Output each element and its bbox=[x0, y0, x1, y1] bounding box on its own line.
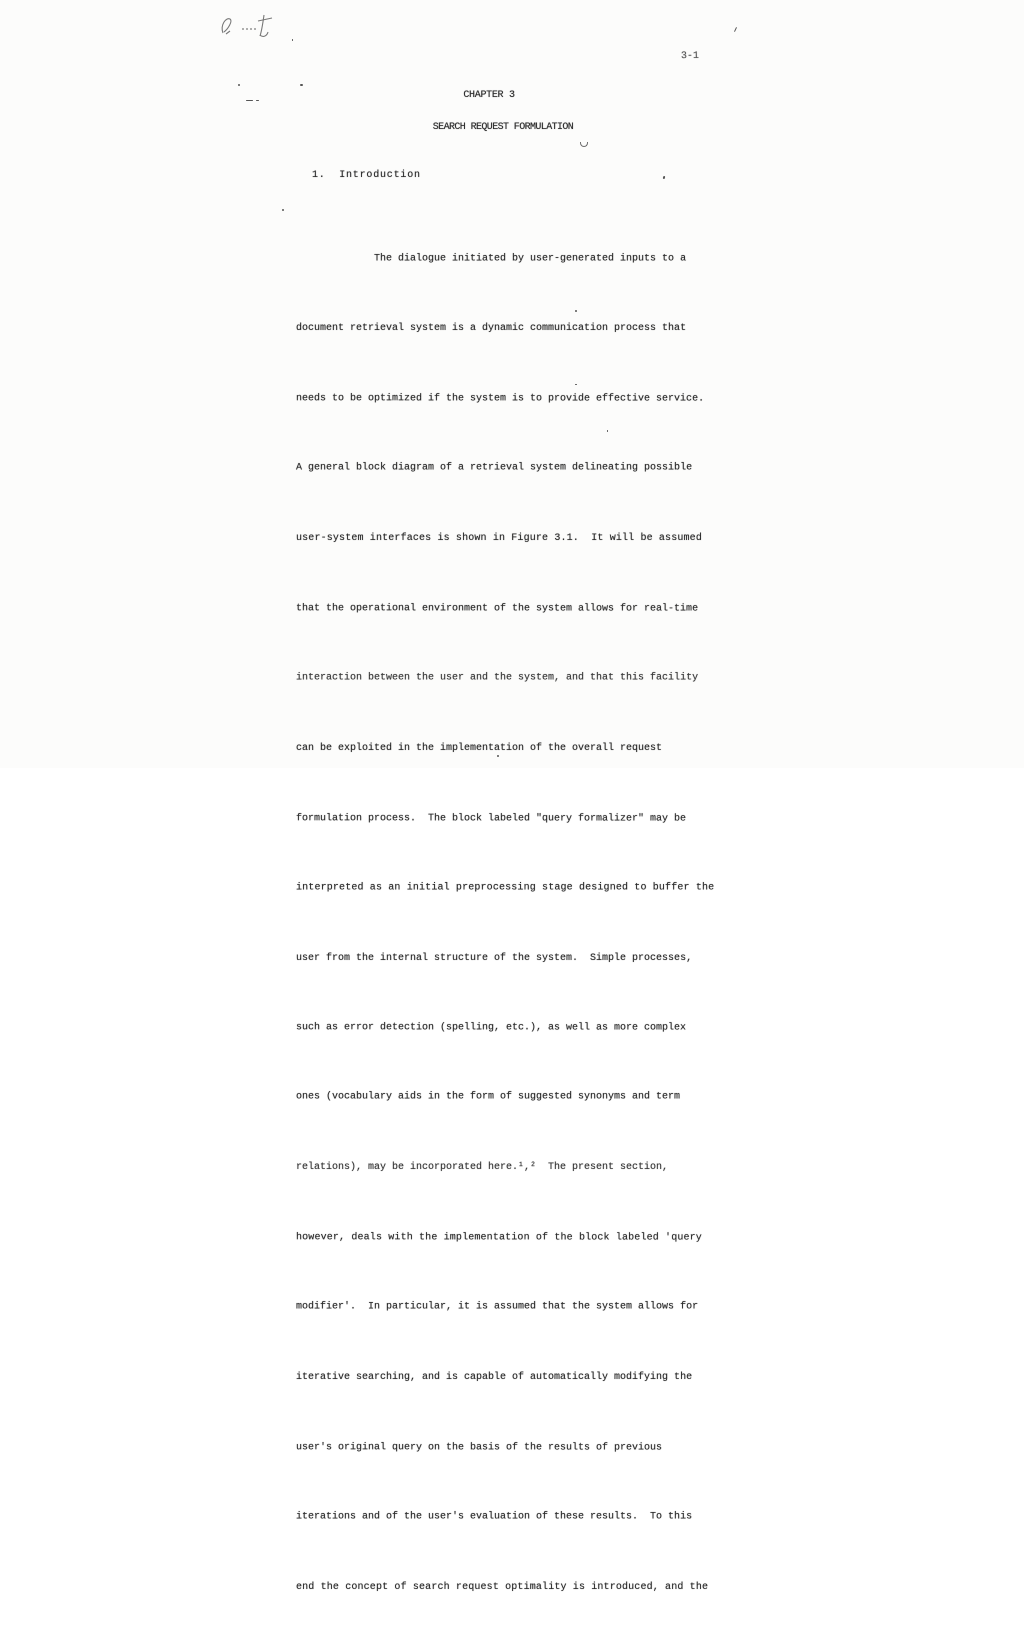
document-title: SEARCH REQUEST FORMULATION bbox=[432, 122, 574, 133]
scan-speck bbox=[300, 84, 303, 86]
scan-speck bbox=[256, 100, 259, 101]
scan-speck bbox=[734, 27, 737, 32]
text-line: needs to be optimized if the system is to provide effective service. bbox=[295, 393, 705, 405]
body-paragraph bbox=[296, 201, 720, 1645]
text-line: user from the internal structure of the system. Simple processes, bbox=[296, 952, 693, 964]
text-line: that the operational environment of the system allows for real-time bbox=[295, 603, 699, 615]
scan-speck bbox=[575, 310, 577, 312]
text-line: formulation process. The block labeled "query formalizer" may be bbox=[295, 812, 687, 825]
text-line: A general block diagram of a retrieval system delineating possible bbox=[296, 462, 693, 474]
handwritten-pencil-mark bbox=[216, 12, 288, 42]
page-number: 3-1 bbox=[680, 50, 700, 63]
text-line: The dialogue initiated by user-generated inputs to a bbox=[296, 253, 687, 265]
text-line: document retrieval system is a dynamic communication process that bbox=[296, 323, 687, 335]
scan-squiggle-mark bbox=[580, 142, 588, 147]
scan-speck bbox=[663, 176, 666, 179]
scan-speck bbox=[607, 430, 608, 432]
text-line: such as error detection (spelling, etc.), as well as more complex bbox=[295, 1022, 687, 1034]
text-line: interpreted as an initial preprocessing stage designed to buffer the bbox=[296, 882, 715, 894]
scan-speck bbox=[497, 755, 499, 757]
text-line: relations), may be incorporated here.¹,² The present section, bbox=[296, 1162, 669, 1174]
scan-speck bbox=[246, 100, 253, 101]
chapter-heading: CHAPTER 3 bbox=[463, 90, 515, 101]
text-line: ones (vocabulary aids in the form of suggested synonyms and term bbox=[296, 1091, 681, 1103]
scan-speck bbox=[282, 209, 284, 211]
text-line: however, deals with the implementation of the block labeled 'query bbox=[295, 1232, 702, 1244]
scan-speck bbox=[238, 84, 240, 86]
scan-speck bbox=[292, 39, 293, 41]
text-line: modifier'. In particular, it is assumed that the system allows for bbox=[296, 1301, 699, 1313]
text-line: can be exploited in the implementation of the overall request bbox=[296, 742, 663, 754]
text-line: end the concept of search request optimality is introduced, and the bbox=[296, 1581, 709, 1593]
text-line: iterative searching, and is capable of automatically modifying the bbox=[296, 1371, 693, 1383]
text-line: interaction between the user and the system, and that this facility bbox=[296, 672, 699, 684]
text-line: user's original query on the basis of the results of previous bbox=[295, 1441, 663, 1454]
text-line: iterations and of the user's evaluation of these results. To this bbox=[296, 1511, 693, 1523]
section-heading: 1. Introduction bbox=[312, 170, 421, 181]
scan-speck bbox=[575, 384, 577, 385]
text-line: user-system interfaces is shown in Figure 3.1. It will be assumed bbox=[296, 533, 702, 545]
